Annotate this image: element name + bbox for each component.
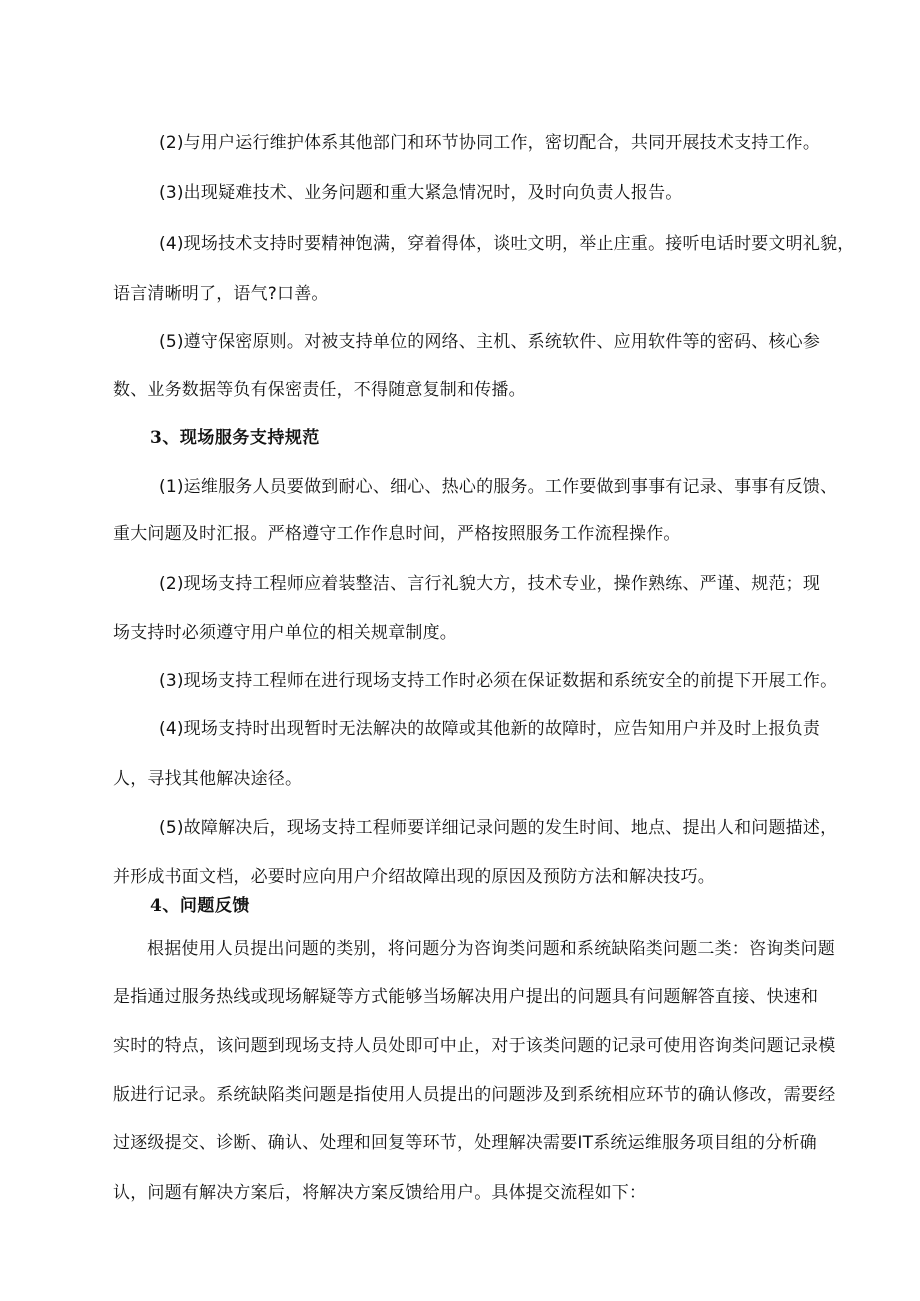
paragraph-line: 重大问题及时汇报。严格遵守工作作息时间，严格按照服务工作流程操作。 <box>113 524 681 544</box>
section-heading: 4、问题反馈 <box>150 896 250 916</box>
paragraph-line: (2)与用户运行维护体系其他部门和环节协同工作，密切配合，共同开展技术支持工作。 <box>159 133 821 153</box>
paragraph-line: (2)现场支持工程师应着装整洁、言行礼貌大方，技术专业，操作熟练、严谨、规范；现 <box>159 574 821 594</box>
paragraph-line: (4)现场支持时出现暂时无法解决的故障或其他新的故障时，应告知用户并及时上报负责 <box>159 719 821 739</box>
paragraph-line: 实时的特点，该问题到现场支持人员处即可中止，对于该类问题的记录可使用咨询类问题记录模 <box>113 1036 836 1056</box>
paragraph-line: (5)遵守保密原则。对被支持单位的网络、主机、系统软件、应用软件等的密码、核心参 <box>159 332 821 352</box>
paragraph-line: (3)现场支持工程师在进行现场支持工作时必须在保证数据和系统安全的前提下开展工作。 <box>159 671 838 691</box>
paragraph-line: 并形成书面文档，必要时应向用户介绍故障出现的原因及预防方法和解决技巧。 <box>113 867 715 887</box>
paragraph-line: 过逐级提交、诊断、确认、处理和回复等环节，处理解决需要IT系统运维服务项目组的分析确 <box>113 1133 817 1153</box>
paragraph-line: 是指通过服务热线或现场解疑等方式能够当场解决用户提出的问题具有问题解答直接、快速和 <box>113 987 819 1007</box>
paragraph-line: 认，问题有解决方案后，将解决方案反馈给用户。具体提交流程如下： <box>113 1183 647 1203</box>
paragraph-line: 版进行记录。系统缺陷类问题是指使用人员提出的问题涉及到系统相应环节的确认修改，需要经 <box>113 1085 836 1105</box>
paragraph-line: 根据使用人员提出问题的类别，将问题分为咨询类问题和系统缺陷类问题二类：咨询类问题 <box>147 939 835 959</box>
paragraph-line: 数、业务数据等负有保密责任，不得随意复制和传播。 <box>113 380 526 400</box>
paragraph-line: (3)出现疑难技术、业务问题和重大紧急情况时，及时向负责人报告。 <box>159 183 683 203</box>
paragraph-line: 场支持时必须遵守用户单位的相关规章制度。 <box>113 623 457 643</box>
paragraph-line: (5)故障解决后，现场支持工程师要详细记录问题的发生时间、地点、提出人和问题描述， <box>159 818 838 838</box>
paragraph-line: 语言清晰明了，语气?口善。 <box>113 284 329 304</box>
paragraph-line: (4)现场技术支持时要精神饱满，穿着得体，谈吐文明，举止庄重。接听电话时要文明礼貌， <box>159 234 855 254</box>
section-heading: 3、现场服务支持规范 <box>150 428 320 448</box>
paragraph-line: 人，寻找其他解决途径。 <box>113 769 303 789</box>
paragraph-line: (1)运维服务人员要做到耐心、细心、热心的服务。工作要做到事事有记录、事事有反馈、 <box>159 477 838 497</box>
